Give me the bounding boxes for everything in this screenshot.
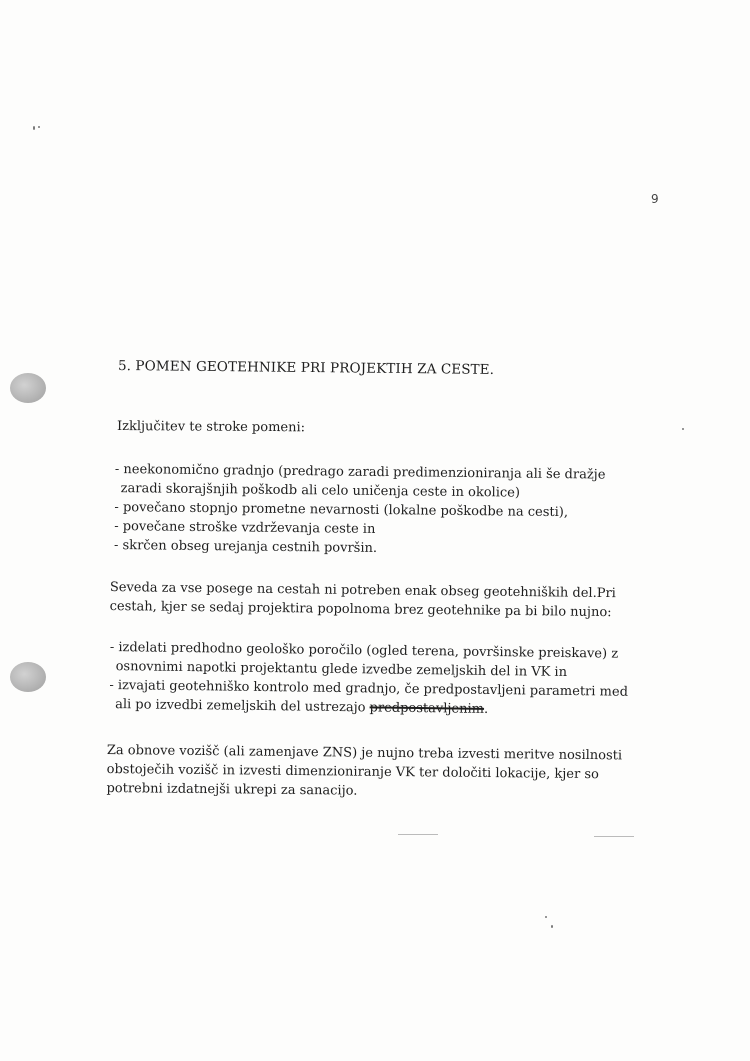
list-item: - povečano stopnjo prometne nevarnosti (lokalne poškodbe na cesti), (114, 499, 569, 521)
scan-faint-line (594, 836, 634, 837)
list-item-continuation: osnovnimi napotki projektantu glede izvedbe zemeljskih del in VK in (115, 659, 568, 680)
paragraph-road-renewal (106, 741, 622, 803)
intro-line: Izključitev te stroke pomeni: (116, 419, 306, 436)
struck-word: predpostavljenim (369, 700, 485, 717)
paragraph-line: Za obnove vozišč (ali zamenjave ZNS) je nujno treba izvesti meritve nosilnosti (106, 742, 623, 764)
scan-speck (33, 126, 35, 130)
list-item-continuation: zaradi skorajšnjih poškodb ali celo uničenja ceste in okolice) (120, 481, 521, 501)
scan-faint-line (398, 834, 438, 835)
paragraph-line: potrebni izdatnejši ukrepi za sanacijo. (106, 780, 358, 799)
list-item: - izdelati predhodno geološko poročilo (ogled terena, površinske preiskave) z (109, 639, 619, 662)
paragraph-geotechnical-scope (110, 578, 616, 622)
list-item: - povečane stroške vzdrževanja ceste in (114, 518, 376, 537)
list-item: - izvajati geotehniško kontrolo med gradnjo, če predpostavljeni parametri med (109, 677, 629, 700)
punch-hole-upper (10, 373, 46, 403)
scan-speck (38, 126, 40, 128)
scan-speck (545, 916, 547, 918)
scan-speck (682, 428, 684, 430)
section-heading: 5. POMEN GEOTEHNIKE PRI PROJEKTIH ZA CESTE. (117, 358, 495, 378)
paragraph-line: Seveda za vse posege na cestah ni potreben enak obseg geotehniških del.Pri (109, 579, 616, 602)
sentence-end: . (483, 701, 489, 717)
continuation-text: ali po izvedbi zemeljskih del ustrezajo (115, 697, 366, 716)
scan-speck (551, 925, 553, 928)
paragraph-line: obstoječih vozišč in izvesti dimenzioniranje VK ter določiti lokacije, kjer so (106, 761, 599, 783)
punch-hole-lower (10, 662, 46, 692)
list-item: - skrčen obseg urejanja cestnih površin. (113, 537, 378, 556)
page-number: 9 (651, 192, 659, 206)
paragraph-line: cestah, kjer se sedaj projektira popolnoma brez geotehnike pa bi bilo nujno: (109, 598, 612, 621)
list-item: - neekonomično gradnjo (predrago zaradi predimenzioniranja ali še dražje (114, 461, 606, 483)
required-actions-list (109, 638, 629, 721)
intro-text (117, 417, 305, 437)
consequences-list (114, 460, 606, 561)
